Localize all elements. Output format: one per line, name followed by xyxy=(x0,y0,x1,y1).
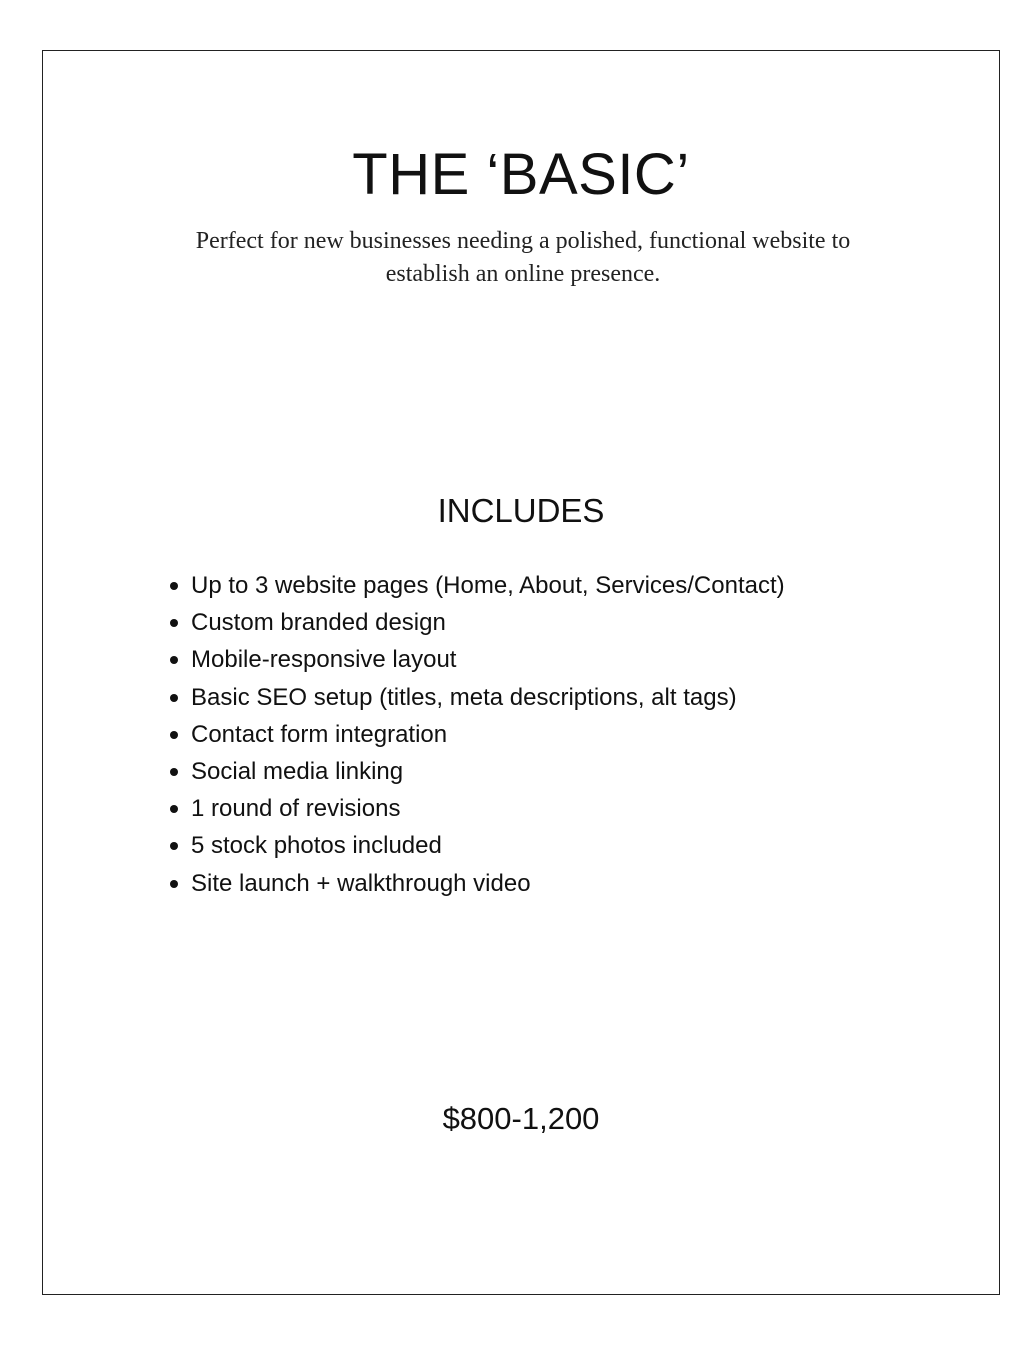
bullet-icon xyxy=(170,619,178,627)
feature-label: Custom branded design xyxy=(191,609,446,637)
feature-item xyxy=(167,716,785,753)
package-subtitle: Perfect for new businesses needing a polished, functional website to establish an online presence. xyxy=(195,228,851,287)
feature-item xyxy=(167,753,785,790)
price: $800-1,200 xyxy=(442,1101,600,1136)
feature-item xyxy=(167,827,785,864)
bullet-icon xyxy=(170,731,178,739)
bullet-icon xyxy=(170,656,178,664)
package-title: THE ‘BASIC’ xyxy=(352,142,690,207)
bullet-icon xyxy=(170,842,178,850)
feature-item xyxy=(167,567,785,604)
feature-item xyxy=(167,641,785,678)
bullet-icon xyxy=(170,694,178,702)
feature-label: Contact form integration xyxy=(191,720,448,748)
feature-item xyxy=(167,679,785,716)
feature-list xyxy=(167,567,785,902)
feature-label: 1 round of revisions xyxy=(191,795,401,823)
bullet-icon xyxy=(170,768,178,776)
feature-label: 5 stock photos included xyxy=(191,832,442,860)
bullet-icon xyxy=(170,582,178,590)
feature-label: Social media linking xyxy=(191,758,404,786)
feature-item xyxy=(167,865,785,902)
bullet-icon xyxy=(170,880,178,888)
feature-label: Up to 3 website pages (Home, About, Services/Contact) xyxy=(191,572,785,599)
feature-label: Site launch + walkthrough video xyxy=(191,869,531,897)
package-card xyxy=(42,50,1000,1295)
includes-heading: INCLUDES xyxy=(437,492,605,529)
feature-label: Mobile-responsive layout xyxy=(191,646,457,674)
feature-label: Basic SEO setup (titles, meta descriptions, alt tags) xyxy=(191,683,737,711)
feature-item xyxy=(167,604,785,641)
feature-item xyxy=(167,790,785,827)
bullet-icon xyxy=(170,805,178,813)
